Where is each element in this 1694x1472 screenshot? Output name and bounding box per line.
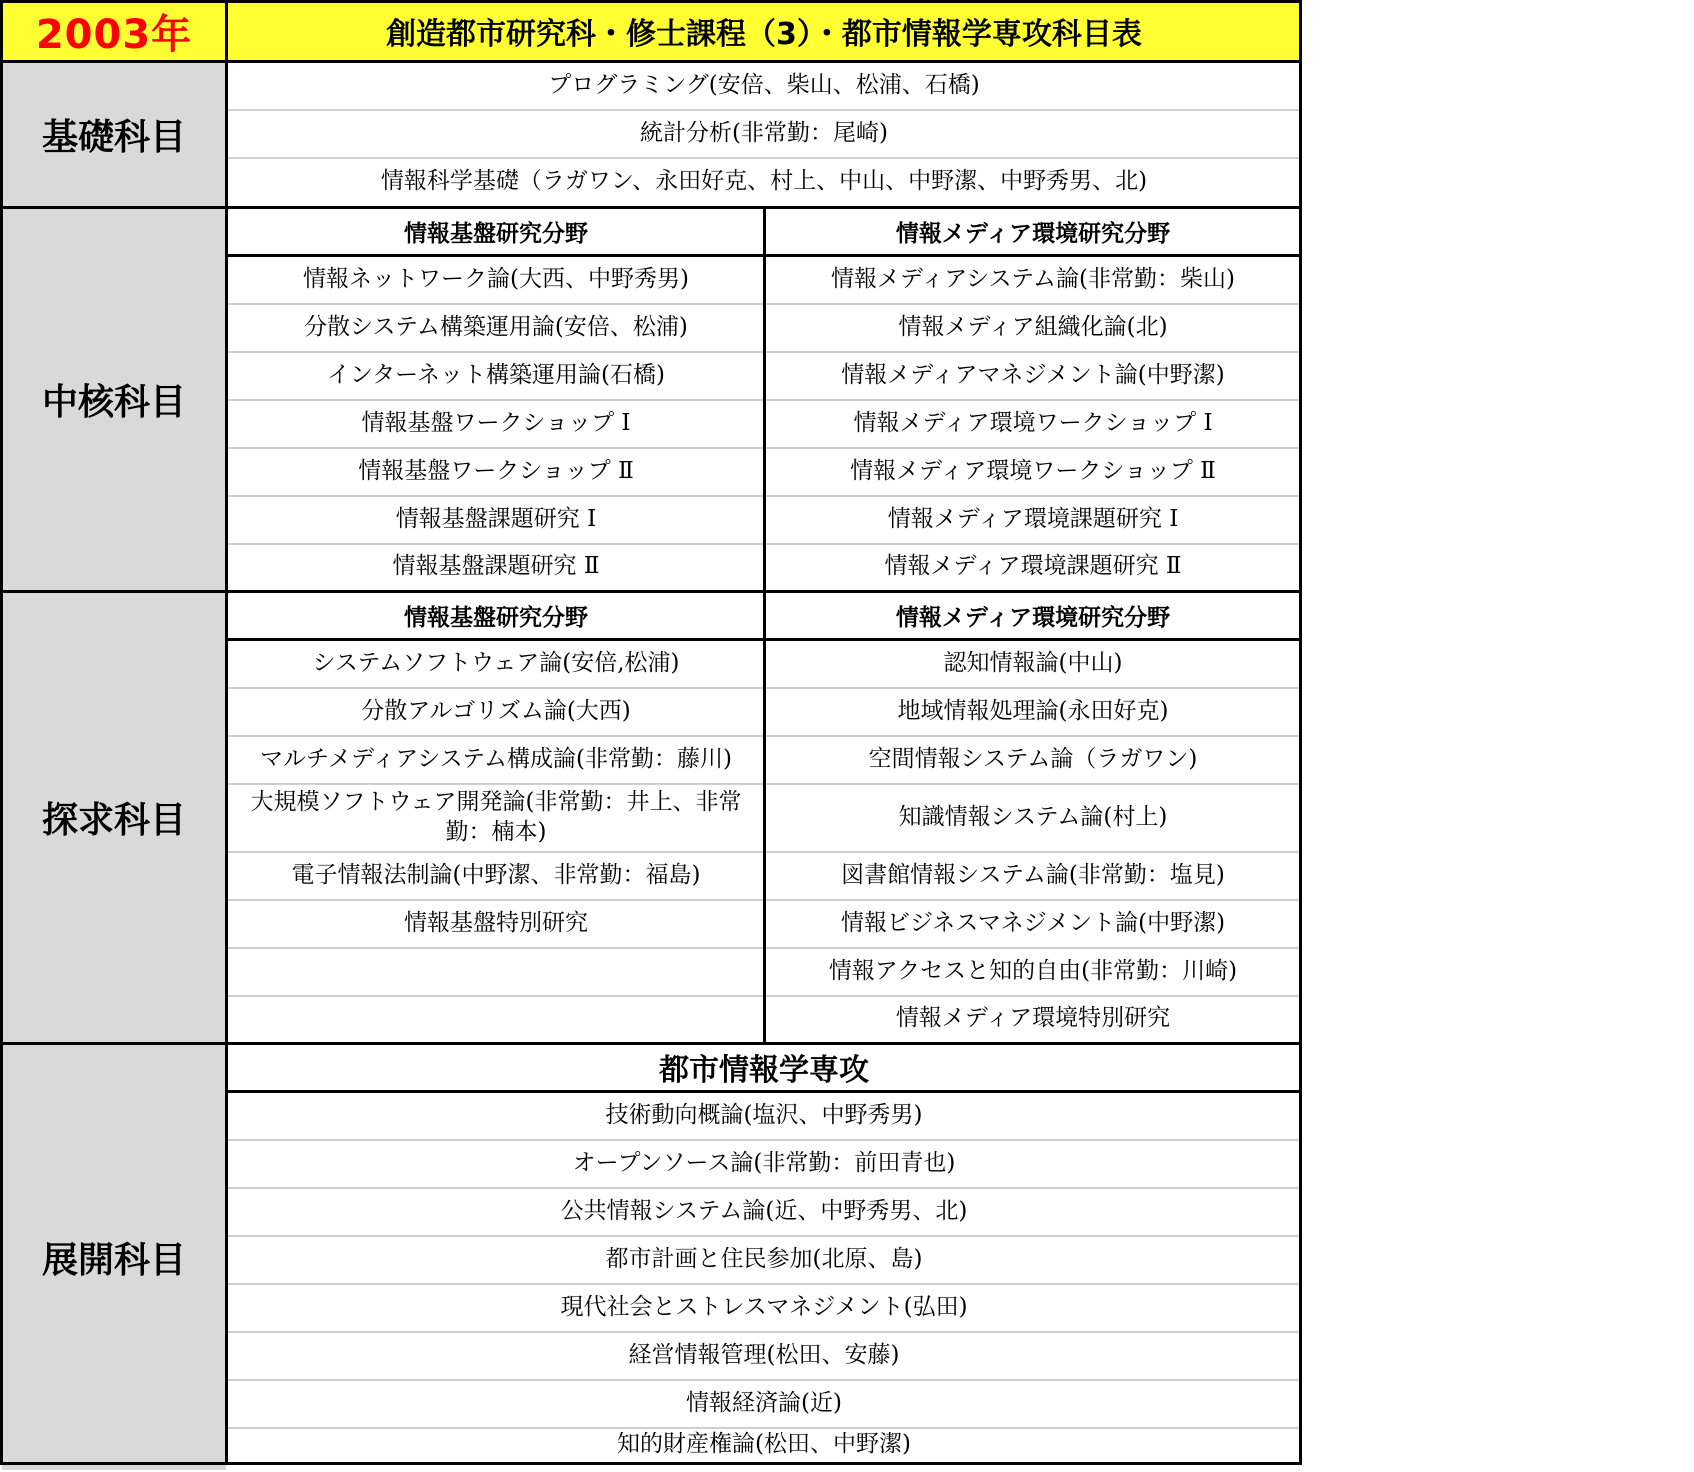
row-divider	[228, 1187, 1300, 1189]
border-line	[1299, 0, 1302, 1465]
tenkai-row: 情報経済論(近)	[686, 1390, 842, 1417]
border-line	[0, 60, 1302, 63]
row-divider	[228, 109, 1300, 111]
border-line	[225, 0, 228, 1465]
chukaku-right-row: 情報メディアシステム論(非常勤：柴山)	[831, 266, 1235, 293]
chukaku-left-row: インターネット構築運用論(石橋)	[327, 362, 665, 389]
border-line	[0, 590, 1302, 593]
chukaku-right-row: 情報メディア環境課題研究 Ⅱ	[884, 553, 1182, 580]
tankyu-left-row: 電子情報法制論(中野潔、非常勤：福島)	[291, 862, 701, 889]
chukaku-right-row: 情報メディア環境ワークショップ Ⅱ	[850, 458, 1216, 485]
tenkai-row: 現代社会とストレスマネジメント(弘田)	[560, 1294, 968, 1321]
category-chukaku: 中核科目	[2, 208, 226, 590]
kiso-row: プログラミング(安倍、柴山、松浦、石橋)	[548, 72, 980, 99]
kiso-row: 情報科学基礎（ラガワン、永田好克、村上、中山、中野潔、中野秀男、北)	[380, 168, 1148, 195]
chukaku-left-header: 情報基盤研究分野	[404, 220, 588, 247]
chukaku-left-row: 情報基盤課題研究 Ⅰ	[395, 506, 597, 533]
chukaku-left-row: 情報基盤ワークショップ Ⅱ	[358, 458, 634, 485]
tankyu-right-row: 認知情報論(中山)	[943, 650, 1123, 677]
tankyu-right-row: 知識情報システム論(村上)	[898, 804, 1168, 831]
year-cell: 2003年	[2, 2, 226, 60]
tankyu-left-row	[228, 948, 764, 996]
tenkai-row: 経営情報管理(松田、安藤)	[628, 1342, 900, 1369]
tankyu-left-row: 情報基盤特別研究	[404, 910, 588, 937]
row-divider	[228, 1379, 1300, 1381]
tankyu-right-row: 情報ビジネスマネジメント論(中野潔)	[840, 910, 1226, 937]
chukaku-right-row: 情報メディア組織化論(北)	[898, 314, 1168, 341]
border-line	[0, 0, 1302, 3]
tenkai-row: 技術動向概論(塩沢、中野秀男)	[605, 1102, 923, 1129]
row-divider	[228, 1331, 1300, 1333]
category-kiso: 基礎科目	[2, 62, 226, 206]
tankyu-left-row: システムソフトウェア論(安倍,松浦)	[312, 650, 680, 677]
category-tenkai: 展開科目	[2, 1044, 226, 1470]
chukaku-left-row: 情報基盤課題研究 Ⅱ	[392, 553, 600, 580]
chukaku-right-row: 情報メディア環境ワークショップ Ⅰ	[853, 410, 1213, 437]
tankyu-right-row: 空間情報システム論（ラガワン)	[868, 746, 1198, 773]
chukaku-right-header: 情報メディア環境研究分野	[895, 220, 1171, 247]
tenkai-row: 都市計画と住民参加(北原、島)	[605, 1246, 923, 1273]
kiso-row: 統計分析(非常勤：尾崎)	[640, 120, 888, 147]
tenkai-row: オープンソース論(非常勤：前田青也)	[572, 1150, 956, 1177]
tankyu-left-row: 大規模ソフトウェア開発論(非常勤：井上、非常勤：楠本)	[250, 789, 742, 845]
table-title: 創造都市研究科・修士課程（3）・都市情報学専攻科目表	[228, 2, 1300, 60]
row-divider	[228, 1139, 1300, 1141]
chukaku-left-row: 分散システム構築運用論(安倍、松浦)	[304, 314, 688, 341]
chukaku-right-row: 情報メディアマネジメント論(中野潔)	[841, 362, 1225, 389]
row-divider	[228, 1235, 1300, 1237]
tankyu-right-row: 地域情報処理論(永田好克)	[897, 698, 1169, 725]
tankyu-left-row: 分散アルゴリズム論(大西)	[361, 698, 631, 725]
tankyu-left-row	[228, 996, 764, 1042]
tankyu-right-row: 図書館情報システム論(非常勤：塩見)	[841, 862, 1225, 889]
border-line	[0, 206, 1302, 209]
tenkai-header: 都市情報学専攻	[659, 1053, 869, 1088]
chukaku-left-row: 情報基盤ワークショップ Ⅰ	[361, 410, 631, 437]
tankyu-right-header: 情報メディア環境研究分野	[895, 604, 1171, 631]
tankyu-left-header: 情報基盤研究分野	[404, 604, 588, 631]
border-line	[763, 206, 766, 1044]
category-tankyu: 探求科目	[2, 592, 226, 1042]
chukaku-left-row: 情報ネットワーク論(大西、中野秀男)	[303, 266, 689, 293]
chukaku-right-row: 情報メディア環境課題研究 Ⅰ	[887, 506, 1179, 533]
tankyu-right-row: 情報メディア環境特別研究	[895, 1005, 1171, 1032]
tankyu-left-row: マルチメディアシステム構成論(非常勤：藤川)	[260, 746, 732, 773]
row-divider	[228, 1283, 1300, 1285]
tankyu-right-row: 情報アクセスと知的自由(非常勤：川崎)	[828, 958, 1238, 985]
row-divider	[228, 1427, 1300, 1429]
tenkai-row: 知的財産権論(松田、中野潔)	[617, 1431, 911, 1458]
border-line	[0, 1042, 1302, 1045]
row-divider	[228, 157, 1300, 159]
border-line	[228, 1090, 1302, 1093]
border-line	[0, 0, 3, 1465]
tenkai-row: 公共情報システム論(近、中野秀男、北)	[560, 1198, 968, 1225]
